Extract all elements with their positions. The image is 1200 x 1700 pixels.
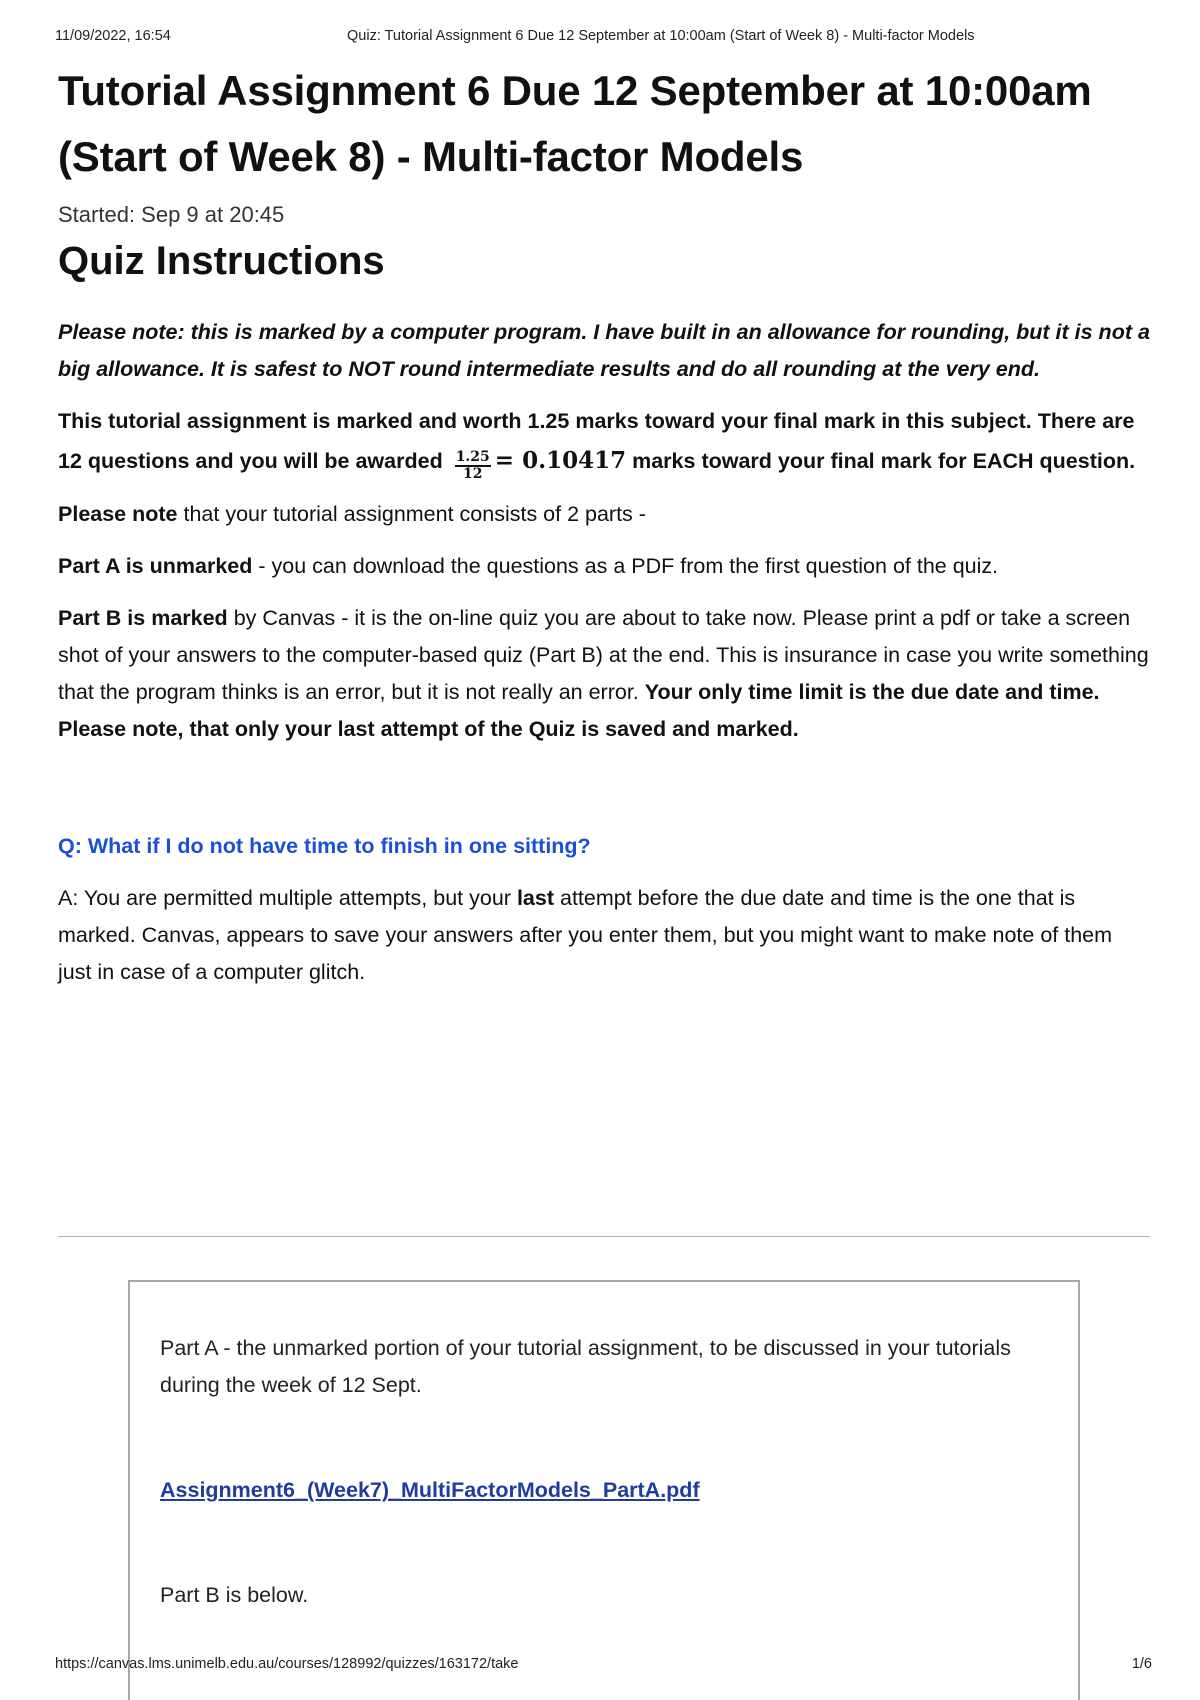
part-b-paragraph	[58, 600, 1150, 748]
fraction-result: = 0.10417	[494, 447, 627, 474]
page-title-line1: Tutorial Assignment 6 Due 12 September at 10:00am	[58, 67, 1092, 114]
page-number: 1/6	[1131, 1656, 1152, 1672]
question-box	[128, 1280, 1080, 1700]
print-datetime: 11/09/2022, 16:54	[55, 28, 171, 44]
part-b-label: Part B is marked	[58, 606, 228, 630]
faq-answer-emphasis: last	[516, 886, 554, 910]
parts-label: Please note	[58, 502, 178, 526]
section-divider	[58, 1236, 1150, 1237]
marks-worth-text-end: marks toward your final mark for EACH question.	[632, 449, 1136, 473]
fraction-numerator: 1.25	[455, 449, 490, 465]
parts-text: that your tutorial assignment consists of 2 parts -	[183, 502, 646, 526]
started-timestamp: Started: Sep 9 at 20:45	[58, 202, 285, 227]
question-body	[160, 1330, 1040, 1614]
section-heading: Quiz Instructions	[58, 239, 385, 283]
parts-paragraph	[58, 496, 1150, 533]
faq-answer-end: attempt before the due date and time is the one that is marked. Canvas, appears to save your answers after you enter them, but you might want to make note of them just in case of a computer glitch.	[58, 886, 1113, 984]
part-b-time-limit: Your only time limit is the due date and time. Please note, that only your last attempt of the Quiz is saved and marked.	[58, 680, 1100, 741]
part-a-pdf-link[interactable]: Assignment6_(Week7)_MultiFactorModels_PartA.pdf	[160, 1478, 700, 1502]
marks-fraction	[455, 450, 491, 482]
marks-worth-paragraph	[58, 402, 1150, 482]
page-title-line2: (Start of Week 8) - Multi-factor Models	[58, 133, 804, 180]
faq-answer-start: A: You are permitted multiple attempts, but your	[58, 886, 511, 910]
part-a-text: - you can download the questions as a PDF from the first question of the quiz.	[258, 554, 999, 578]
faq-question: Q: What if I do not have time to finish in one sitting?	[58, 834, 591, 858]
part-a-label: Part A is unmarked	[58, 554, 253, 578]
part-a-description: Part A - the unmarked portion of your tutorial assignment, to be discussed in your tutorials during the week of 12 Sept.	[160, 1336, 1011, 1397]
print-url: https://canvas.lms.unimelb.edu.au/courses/128992/quizzes/163172/take	[55, 1656, 519, 1672]
marks-worth-text: This tutorial assignment is marked and worth 1.25 marks toward your final mark in this subject. There are 12 questions and you will be awarded	[58, 409, 1135, 473]
part-b-text: by Canvas - it is the on-line quiz you are about to take now. Please print a pdf or take a screen shot of your answers to the computer-based quiz (Part B) at the end. This is insurance in case you write something that the program thinks is an error, but it is not really an error.	[58, 606, 1149, 704]
quiz-content	[58, 58, 1150, 991]
part-a-paragraph	[58, 548, 1150, 585]
print-doc-title: Quiz: Tutorial Assignment 6 Due 12 September at 10:00am (Start of Week 8) - Multi-factor Models	[347, 28, 975, 44]
faq-answer	[58, 880, 1150, 991]
fraction-denominator: 12	[463, 466, 483, 482]
page-title	[58, 58, 1150, 190]
file-link-row	[160, 1472, 1040, 1509]
part-b-note: Part B is below.	[160, 1583, 309, 1607]
rounding-note: Please note: this is marked by a computer program. I have built in an allowance for rounding, but it is not a big allowance. It is safest to NOT round intermediate results and do all rounding at the very end.	[58, 320, 1150, 381]
